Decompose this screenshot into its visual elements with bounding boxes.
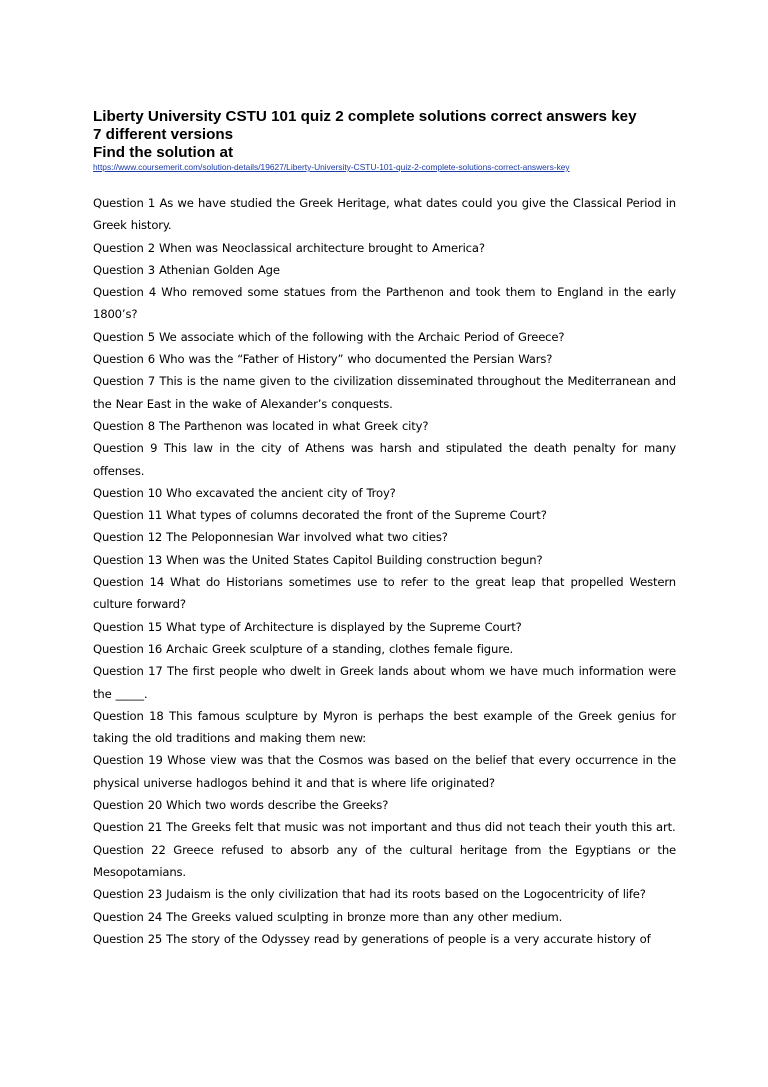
question-item: Question 7 This is the name given to the civilization disseminated throughout the Mediterranean and the Near East in the wake of Alexander’s conquests. xyxy=(93,374,676,411)
question-item: Question 10 Who excavated the ancient city of Troy? xyxy=(93,485,396,500)
question-item: Question 2 When was Neoclassical architecture brought to America? xyxy=(93,240,485,255)
question-item: Question 14 What do Historians sometimes use to refer to the great leap that propelled Western culture forward? xyxy=(93,575,676,612)
question-item: Question 9 This law in the city of Athens was harsh and stipulated the death penalty for many offenses. xyxy=(93,441,676,478)
solution-link[interactable]: https://www.coursemerit.com/solution-details/19627/Liberty-University-CSTU-101-quiz-2-complete-solutions-correct-answers-key xyxy=(93,162,570,172)
question-item: Question 24 The Greeks valued sculpting in bronze more than any other medium. xyxy=(93,909,563,924)
question-item: Question 5 We associate which of the following with the Archaic Period of Greece? xyxy=(93,329,565,344)
question-item: Question 21 The Greeks felt that music was not important and thus did not teach their youth this art. xyxy=(93,820,676,835)
question-item: Question 18 This famous sculpture by Myron is perhaps the best example of the Greek genius for taking the old traditions and making them new: xyxy=(93,708,676,746)
question-item: Question 19 Whose view was that the Cosmos was based on the belief that every occurrence in the physical universe hadlogos behind it and that is where life originated? xyxy=(93,753,676,790)
document-header xyxy=(93,108,693,173)
question-item: Question 20 Which two words describe the Greeks? xyxy=(93,798,389,813)
question-item: Question 8 The Parthenon was located in what Greek city? xyxy=(93,418,429,433)
question-item: Question 22 Greece refused to absorb any of the cultural heritage from the Egyptians or the Mesopotamians. xyxy=(93,842,676,879)
question-list xyxy=(93,192,676,950)
title-line-2: 7 different versions xyxy=(93,126,234,143)
title-line-1: Liberty University CSTU 101 quiz 2 complete solutions correct answers key xyxy=(93,108,637,125)
question-item: Question 1 As we have studied the Greek Heritage, what dates could you give the Classical Period in Greek history. xyxy=(93,196,676,233)
question-item: Question 6 Who was the “Father of History” who documented the Persian Wars? xyxy=(93,352,553,367)
question-item: Question 25 The story of the Odyssey read by generations of people is a very accurate history of xyxy=(93,931,651,946)
question-item: Question 15 What type of Architecture is displayed by the Supreme Court? xyxy=(93,619,522,634)
question-item: Question 17 The first people who dwelt in Greek lands about whom we have much information were the _____. xyxy=(93,664,676,701)
question-item: Question 16 Archaic Greek sculpture of a standing, clothes female figure. xyxy=(93,641,514,656)
question-item: Question 13 When was the United States Capitol Building construction begun? xyxy=(93,552,543,567)
question-item: Question 12 The Peloponnesian War involved what two cities? xyxy=(93,530,448,545)
question-item: Question 11 What types of columns decorated the front of the Supreme Court? xyxy=(93,508,547,523)
question-item: Question 23 Judaism is the only civilization that had its roots based on the Logocentricity of life? xyxy=(93,887,646,902)
question-item: Question 3 Athenian Golden Age xyxy=(93,262,280,277)
question-item: Question 4 Who removed some statues from the Parthenon and took them to England in the early 1800’s? xyxy=(93,285,676,322)
title-line-3: Find the solution at xyxy=(93,144,234,161)
